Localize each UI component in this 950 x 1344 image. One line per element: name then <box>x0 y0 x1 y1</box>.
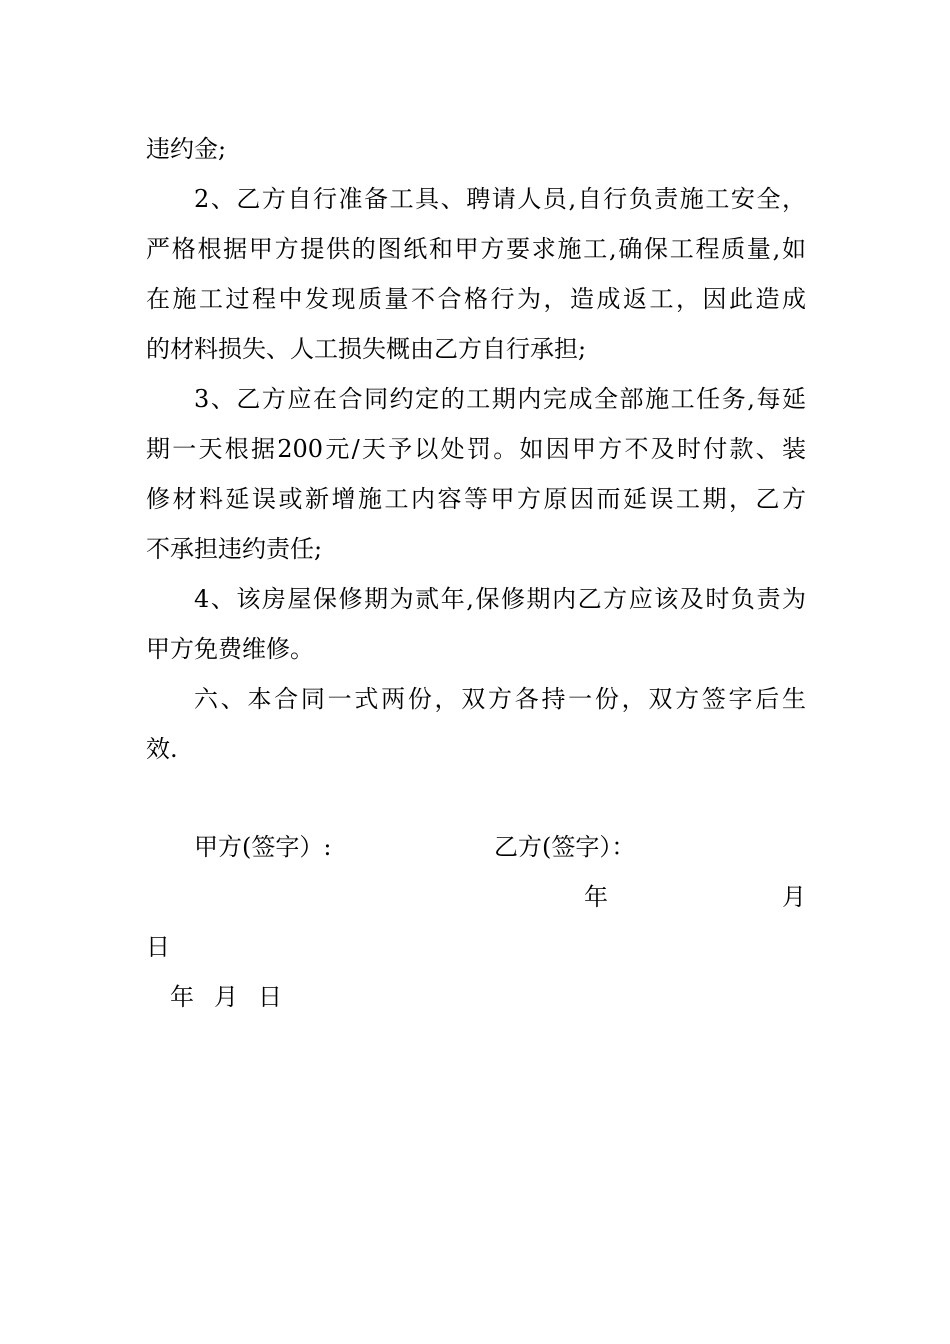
text-line-12: 六、本合同一式两份，双方各持一份，双方签字后生 <box>194 685 806 713</box>
text-line-2: 2、乙方自行准备工具、聘请人员,自行负责施工安全， <box>194 185 806 213</box>
text-line-1: 违约金; <box>146 135 227 163</box>
text-line-7: 期一天根据200元/天予以处罚。如因甲方不及时付款、装 <box>146 435 806 463</box>
text-line-9: 不承担违约责任; <box>146 535 323 563</box>
document-content <box>146 124 806 1022</box>
text-line-3: 严格根据甲方提供的图纸和甲方要求施工,确保工程质量,如 <box>146 235 806 263</box>
party-b-month-label: 月 <box>782 883 806 911</box>
party-a-date-row <box>146 972 806 1022</box>
text-line-13: 效. <box>146 735 178 763</box>
party-b-year-label: 年 <box>584 883 608 911</box>
text-line-6: 3、乙方应在合同约定的工期内完成全部施工任务,每延 <box>194 385 806 413</box>
text-line-5: 的材料损失、人工损失概由乙方自行承担; <box>146 335 587 363</box>
party-a-month-label: 月 <box>214 983 238 1011</box>
spacer <box>146 774 806 822</box>
party-b-signature-label: 乙方(签字）： <box>494 833 636 861</box>
text-line-8: 修材料延误或新增施工内容等甲方原因而延误工期，乙方 <box>146 485 806 513</box>
party-b-date-row <box>146 872 806 922</box>
party-a-year-label: 年 <box>170 983 194 1011</box>
party-a-signature-label: 甲方(签字）: <box>194 833 332 861</box>
party-a-day-label: 日 <box>258 983 282 1011</box>
text-line-11: 甲方免费维修。 <box>146 635 314 663</box>
signature-row <box>146 822 806 872</box>
text-line-10: 4、该房屋保修期为贰年,保修期内乙方应该及时负责为 <box>194 585 806 613</box>
text-line-4: 在施工过程中发现质量不合格行为，造成返工，因此造成 <box>146 285 806 313</box>
party-b-day-label: 日 <box>146 933 170 961</box>
